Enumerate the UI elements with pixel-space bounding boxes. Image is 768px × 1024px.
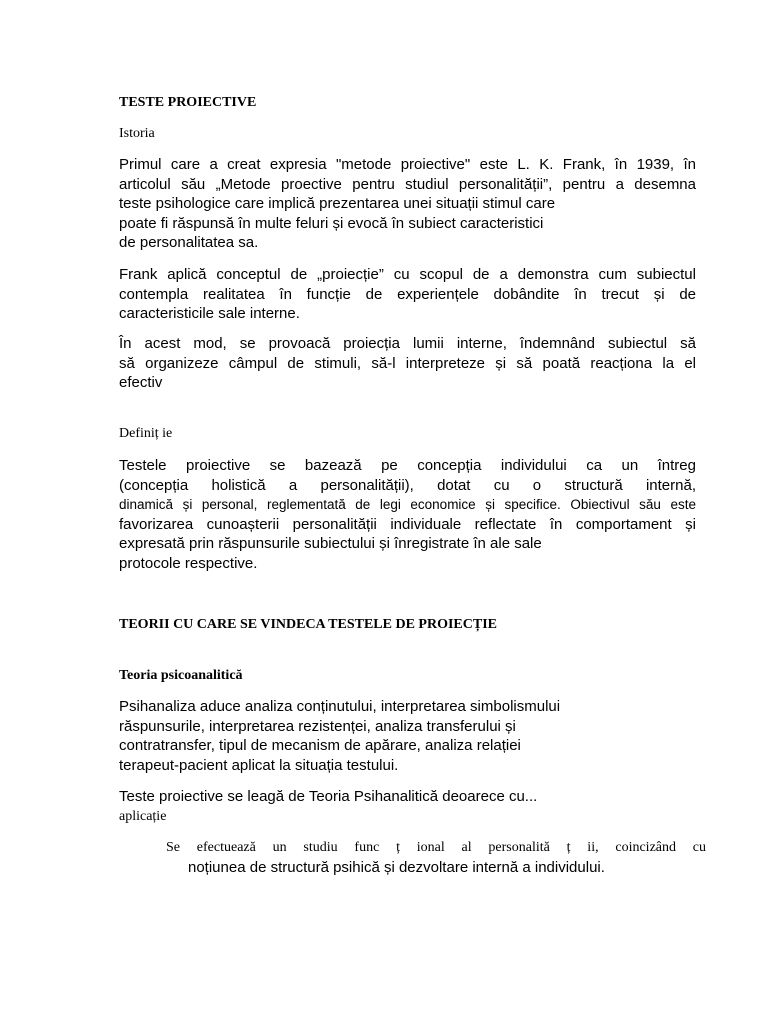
section-heading-teorii: TEORII CU CARE SE VINDECA TESTELE DE PROIECȚIE [119,617,497,632]
paragraph-istoria-2 [119,265,696,324]
paragraph-teorii-1 [119,697,696,775]
text-line: (concepția holistică a personalității), dotat cu o structură internă, [119,476,696,494]
text-line: Se efectuează un studiu func ț ional al personalită ț ii, coincizând cu [166,840,706,855]
document-title: TESTE PROIECTIVE [119,95,257,110]
text-line: noțiunea de structură psihică și dezvoltare internă a individului. [188,859,605,876]
paragraph-teorii-2 [119,787,696,826]
text-line: expresată prin răspunsurile subiectului și înregistrate în ale sale [119,535,542,552]
text-line: aplicație [119,808,167,824]
text-line: Teste proiective se leagă de Teoria Psihanalitică deoarece cu... [119,788,538,805]
text-line: Frank aplică conceptul de „proiecție” cu scopul de a demonstra cum subiectul [119,266,696,283]
text-line: să organizeze câmpul de stimuli, să-l interpreteze și să poată reacționa la el [119,354,696,372]
text-line: articolul său „Metode proective pentru studiul personalității”, pentru a desemna [119,175,696,193]
paragraph-istoria-1 [119,155,696,253]
text-line: teste psihologice care implică prezentarea unei situații stimul care [119,195,556,212]
text-line: dinamică și personal, reglementată de legi economice și specifice. Obiectivul său este [119,497,696,512]
paragraph-istoria-3 [119,334,696,393]
text-line: terapeut-pacient aplicat la situația testului. [119,756,399,774]
text-line: poate fi răspunsă în multe feluri și evocă în subiect caracteristici [119,214,544,232]
text-line: răspunsurile, interpretarea rezistenței, analiza transferului și [119,717,516,735]
section-heading-istoria: Istoria [119,126,155,141]
text-line: Primul care a creat expresia "metode proiective" este L. K. Frank, în 1939, în [119,156,696,173]
text-line: efectiv [119,374,163,391]
text-line: protocole respective. [119,554,258,572]
text-line: Testele proiective se bazează pe concepția individului ca un întreg [119,457,696,474]
text-line: contempla realitatea în funcție de experiențele dobândite în trecut și de [119,285,696,303]
text-line: favorizarea cunoașterii personalității individuale reflectate în comportament și [119,515,696,533]
paragraph-definitie [119,456,696,573]
subsection-heading-psicoanalitica: Teoria psicoanalitică [119,668,243,683]
paragraph-teorii-3 [166,838,706,878]
text-line: de personalitatea sa. [119,234,259,251]
text-line: Psihanaliza aduce analiza conținutului, interpretarea simbolismului [119,698,561,715]
section-heading-definitie: Definiț ie [119,426,173,441]
text-line: contratransfer, tipul de mecanism de apărare, analiza relației [119,737,521,754]
text-line: În acest mod, se provoacă proiecția lumii interne, îndemnând subiectul să [119,335,696,352]
text-line: caracteristicile sale interne. [119,305,300,322]
